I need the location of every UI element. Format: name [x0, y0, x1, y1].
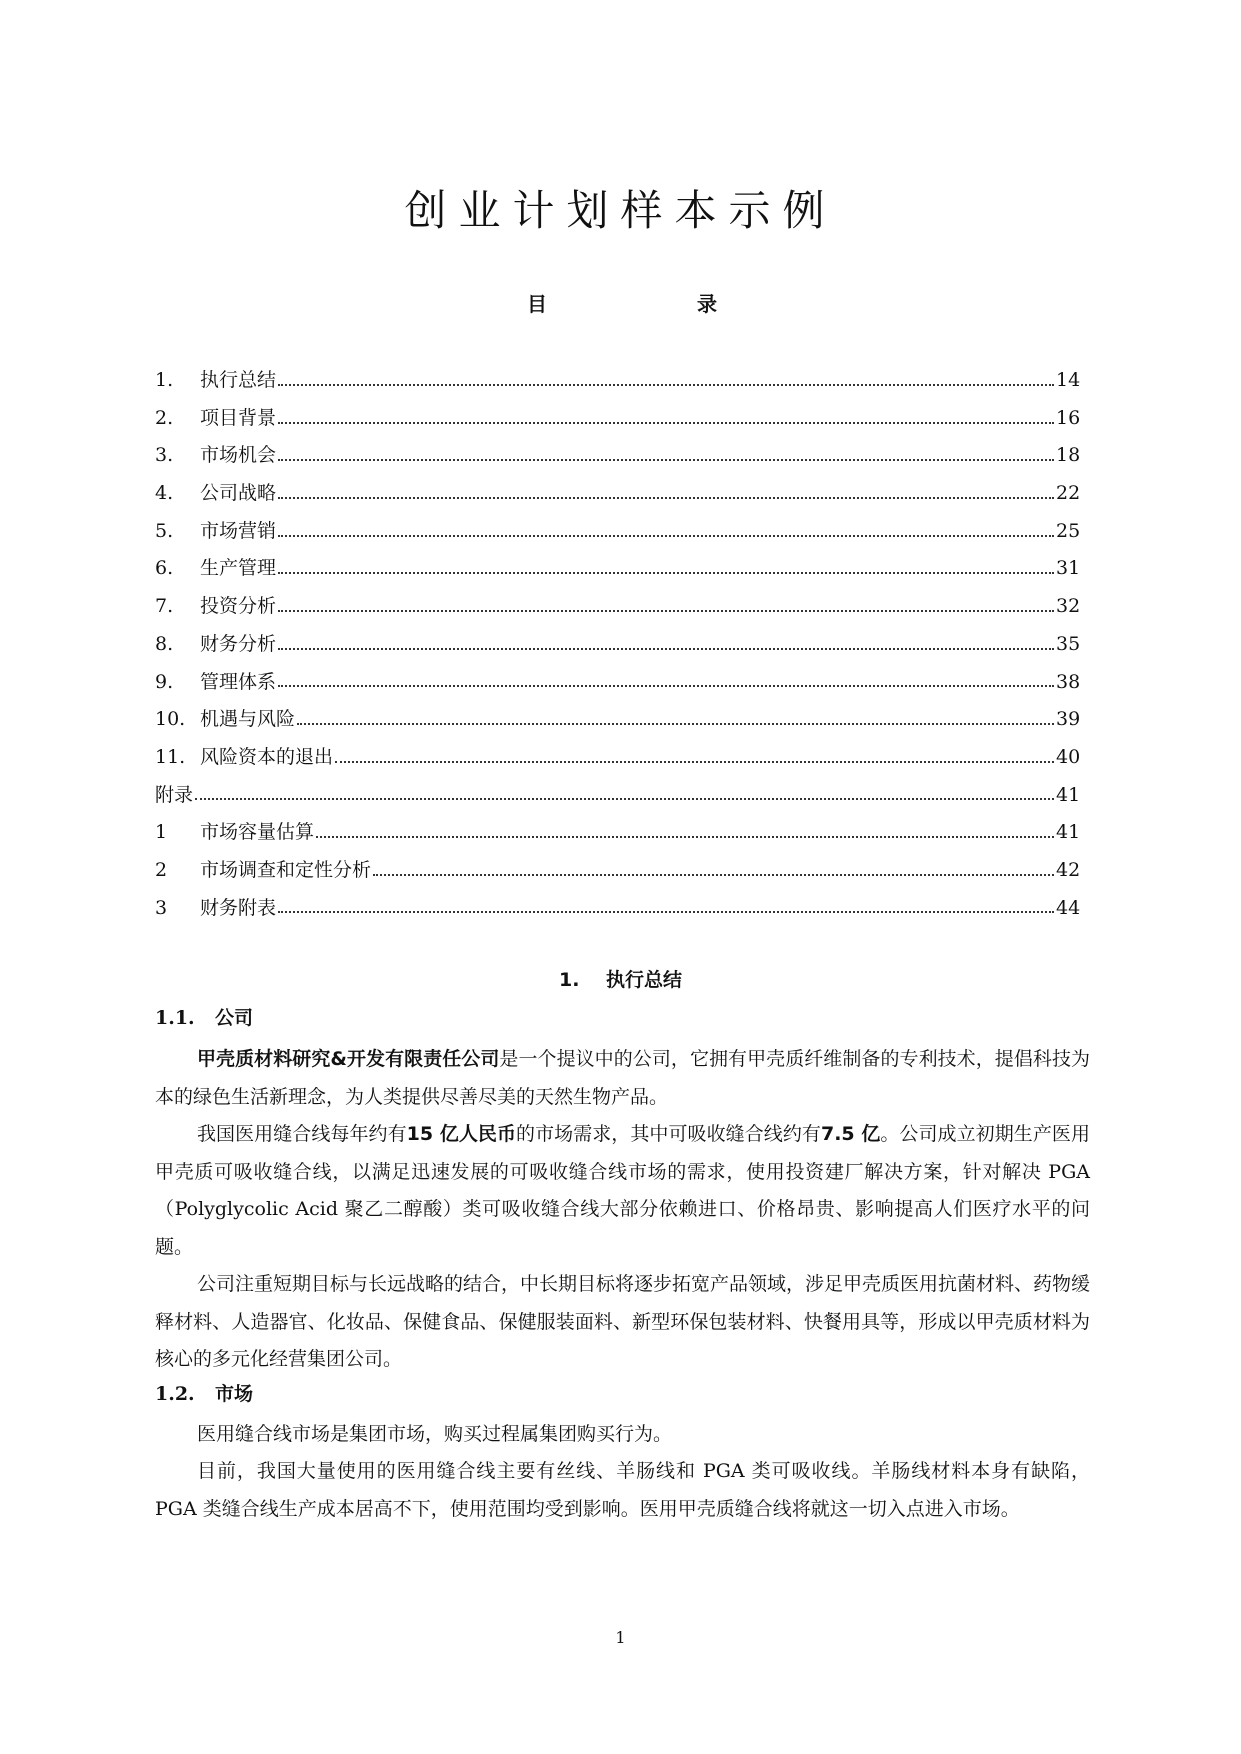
toc-item-text: 市场容量估算 — [200, 821, 315, 844]
market-paragraph-2: 目前，我国大量使用的医用缝合线主要有丝线、羊肠线和 PGA 类可吸收线。羊肠线材料本身有缺陷，PGA 类缝合线生产成本居高不下，使用范围均受到影响。医用甲壳质缝合线将就这一切入点进入市场。 — [155, 1460, 1090, 1520]
toc-item[interactable] — [155, 626, 1080, 664]
toc-item-text: 市场机会 — [200, 444, 277, 467]
market-value-bold: 15 亿人民币 — [406, 1123, 517, 1145]
company-name: 甲壳质材料研究&开发有限责任公司 — [197, 1048, 500, 1070]
toc-item-number: 10. — [155, 708, 186, 731]
toc-item-text: 附录 — [155, 783, 194, 806]
toc-item-page: 44 — [1056, 896, 1081, 919]
toc-leader-dots — [278, 497, 1054, 499]
toc-item-page: 32 — [1056, 595, 1081, 618]
toc-item-page: 35 — [1056, 632, 1081, 655]
toc-item[interactable] — [155, 890, 1080, 928]
toc-item-text: 财务分析 — [200, 632, 277, 655]
toc-item[interactable] — [155, 362, 1080, 400]
toc-item-page: 39 — [1056, 708, 1081, 731]
toc-leader-dots — [278, 685, 1054, 687]
toc-item-number: 2 — [155, 858, 168, 881]
toc-leader-dots — [316, 836, 1054, 838]
toc-item[interactable] — [155, 777, 1080, 815]
toc-item-number: 8. — [155, 632, 174, 655]
toc-item[interactable] — [155, 664, 1080, 702]
toc-item-text: 风险资本的退出 — [200, 745, 334, 768]
toc-leader-dots — [278, 459, 1054, 461]
toc-item-page: 31 — [1056, 557, 1081, 580]
paragraph-text: 。公司成立初期生产医用甲壳质可吸收缝合线，以满足迅速发展的可吸收缝合线市场的需求，使用投资建厂解决方案，针对解决 PGA（Polyglycolic Acid 聚乙二醇酸）类可吸收缝合线大部分依赖进口、价格昂贵、影响提高人们医疗水平的问题。 — [155, 1123, 1090, 1258]
subsection-title: 市场 — [215, 1383, 254, 1405]
toc-item[interactable] — [155, 400, 1080, 438]
toc-item-text: 公司战略 — [200, 482, 277, 505]
toc-leader-dots — [297, 723, 1054, 725]
toc-item[interactable] — [155, 588, 1080, 626]
company-paragraph-2 — [155, 1116, 1090, 1266]
subsection-heading-market — [155, 1379, 253, 1406]
toc-item-text: 执行总结 — [200, 369, 277, 391]
absorbable-value-bold: 7.5 亿 — [820, 1123, 881, 1145]
toc-item-page: 42 — [1056, 858, 1081, 881]
table-of-contents — [155, 362, 1080, 927]
subsection-heading-company — [155, 1003, 253, 1030]
toc-item-number: 6. — [155, 557, 174, 580]
toc-item-text: 市场调查和定性分析 — [200, 858, 372, 881]
toc-item-page: 25 — [1056, 519, 1081, 542]
toc-item[interactable] — [155, 852, 1080, 890]
toc-item-number: 5. — [155, 519, 174, 542]
subsection-title: 公司 — [215, 1007, 254, 1029]
toc-item-page: 14 — [1056, 369, 1081, 391]
toc-item-number: 9. — [155, 670, 174, 693]
company-paragraph-1 — [155, 1041, 1090, 1116]
toc-item-number: 3 — [155, 896, 168, 919]
toc-item-text: 机遇与风险 — [200, 708, 296, 731]
toc-item-page: 41 — [1056, 783, 1081, 806]
company-paragraph-3: 公司注重短期目标与长远战略的结合，中长期目标将逐步拓宽产品领域，涉足甲壳质医用抗菌材料、药物缓释材料、人造器官、化妆品、保健食品、保健服装面料、新型环保包装材料、快餐用具等，形成以甲壳质材料为核心的多元化经营集团公司。 — [155, 1273, 1091, 1370]
toc-leader-dots — [335, 761, 1054, 763]
market-paragraph-1: 医用缝合线市场是集团市场，购买过程属集团购买行为。 — [197, 1423, 673, 1445]
toc-leader-dots — [278, 422, 1054, 424]
toc-item-number: 11. — [155, 745, 186, 768]
toc-leader-dots — [278, 610, 1054, 612]
toc-heading-right: 录 — [697, 292, 717, 316]
toc-item[interactable] — [155, 437, 1080, 475]
toc-item[interactable] — [155, 814, 1080, 852]
toc-leader-dots — [278, 648, 1054, 650]
toc-item-page: 38 — [1056, 670, 1081, 693]
toc-item[interactable] — [155, 550, 1080, 588]
paragraph-text: 是一个提议中的公司，它拥有甲壳质纤维制备的专利技术，提倡科技为本的绿色生活新理念，为人类提供尽善尽美的天然生物产品。 — [155, 1048, 1090, 1108]
toc-leader-dots — [278, 911, 1054, 913]
toc-item-page: 18 — [1056, 444, 1081, 467]
toc-item[interactable] — [155, 701, 1080, 739]
toc-item[interactable] — [155, 739, 1080, 777]
subsection-number: 1.1. — [155, 1007, 195, 1029]
toc-item-text: 市场营销 — [200, 519, 277, 542]
paragraph-text: 我国医用缝合线每年约有 — [197, 1123, 407, 1145]
paragraph-text: 的市场需求，其中可吸收缝合线约有 — [516, 1123, 821, 1145]
section-heading-executive-summary: 1. 执行总结 — [559, 969, 682, 991]
toc-item-text: 投资分析 — [200, 595, 277, 618]
toc-item-number: 1 — [155, 821, 168, 844]
toc-item-page: 22 — [1056, 482, 1081, 505]
toc-heading-left: 目 — [527, 292, 547, 316]
toc-item-text: 生产管理 — [200, 557, 277, 580]
toc-leader-dots — [195, 798, 1054, 800]
toc-item-number: 7. — [155, 595, 174, 618]
toc-leader-dots — [373, 874, 1054, 876]
toc-item-text: 财务附表 — [200, 896, 277, 919]
toc-item-number: 1. — [155, 369, 174, 391]
toc-item-text: 项目背景 — [200, 406, 277, 429]
toc-leader-dots — [278, 572, 1054, 574]
toc-item-page: 16 — [1056, 406, 1081, 429]
toc-heading — [527, 288, 727, 318]
toc-item-page: 40 — [1056, 745, 1081, 768]
page-number: 1 — [615, 1628, 626, 1647]
toc-item[interactable] — [155, 513, 1080, 551]
toc-item-number: 4. — [155, 482, 174, 505]
toc-item-number: 2. — [155, 406, 174, 429]
toc-leader-dots — [278, 535, 1054, 537]
toc-item-page: 41 — [1056, 821, 1081, 844]
toc-item-number: 3. — [155, 444, 174, 467]
toc-item-text: 管理体系 — [200, 670, 277, 693]
document-title: 创业计划样本示例 — [404, 186, 837, 235]
toc-item[interactable] — [155, 475, 1080, 513]
toc-leader-dots — [278, 384, 1054, 386]
subsection-number: 1.2. — [155, 1383, 195, 1405]
